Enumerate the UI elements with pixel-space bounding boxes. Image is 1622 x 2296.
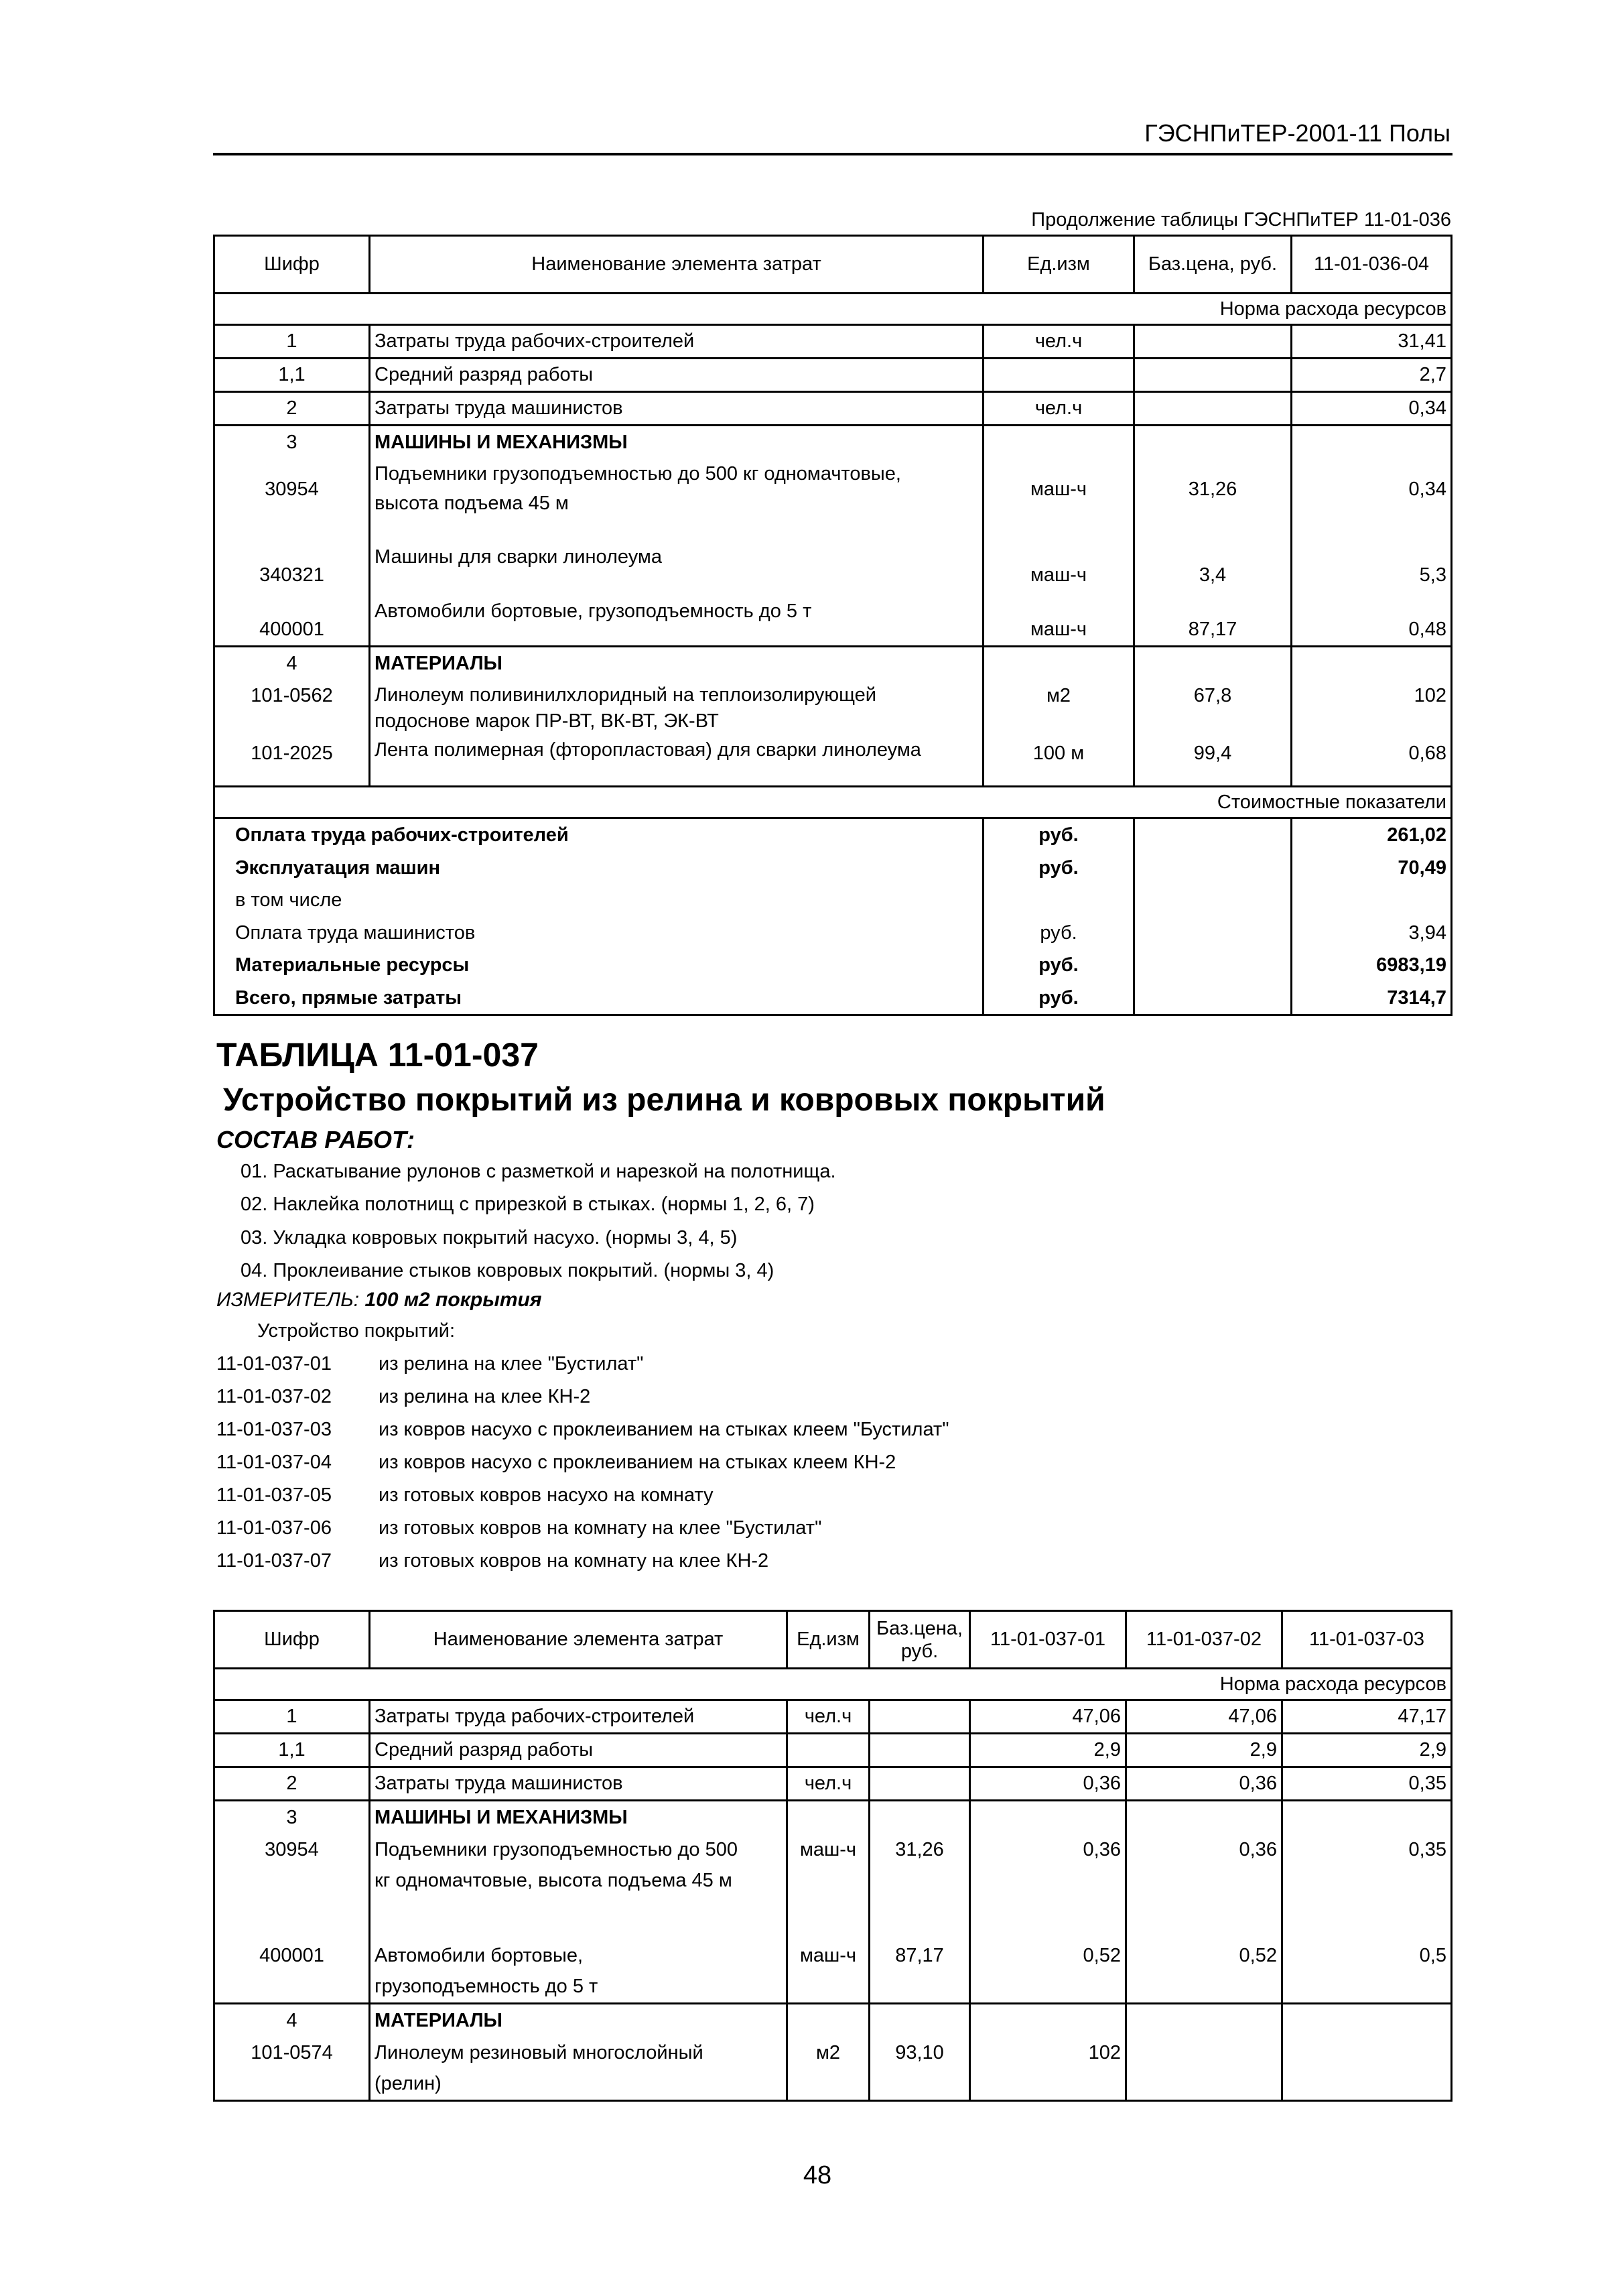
row-name: Подъемники грузоподъемностью до 500 (375, 1839, 738, 1860)
cell-name (370, 426, 984, 647)
cell-unit: чел.ч (984, 392, 1134, 426)
cell-price (1134, 325, 1292, 359)
table-group-machines (214, 1801, 1452, 2004)
cell-price (1134, 392, 1292, 426)
cell-unit (984, 647, 1134, 787)
cost-unit: руб. (1038, 954, 1079, 976)
row-name: Лента полимерная (фторопластовая) для сварки линолеума (375, 739, 921, 761)
cell-name (370, 2004, 787, 2101)
row-unit: м2 (1046, 685, 1071, 706)
cost-values (1292, 818, 1452, 1015)
cost-label: в том числе (235, 889, 342, 911)
cell-code (214, 426, 370, 647)
col-header-unit: Ед.изм (984, 236, 1134, 294)
cost-labels (214, 818, 984, 1015)
norm-code: 11-01-037-07 (216, 1550, 332, 1572)
cell-price (870, 1700, 970, 1734)
row-value: 0,35 (1408, 1839, 1446, 1860)
cell-value (1126, 1801, 1282, 2004)
group-code: 3 (286, 1807, 297, 1828)
group-label: МАШИНЫ И МЕХАНИЗМЫ (375, 1807, 628, 1828)
col-header-code: Шифр (214, 236, 370, 294)
table-title: ТАБЛИЦА 11-01-037 (216, 1036, 539, 1074)
page-number: 48 (803, 2161, 832, 2189)
table-subtitle: Устройство покрытий из релина и ковровых покрытий (223, 1082, 1105, 1118)
row-code: 30954 (265, 479, 319, 500)
group-label: МАТЕРИАЛЫ (375, 653, 502, 674)
work-composition-label: СОСТАВ РАБОТ: (216, 1126, 415, 1153)
cell-price (1134, 426, 1292, 647)
norm-desc: из ковров насухо с проклеиванием на стыках клеем КН-2 (379, 1452, 896, 1473)
row-unit: маш-ч (1030, 479, 1087, 500)
cost-unit: руб. (1038, 856, 1079, 879)
row-value: 102 (1414, 685, 1446, 706)
cost-unit: руб. (1040, 921, 1077, 944)
row-unit: маш-ч (1030, 564, 1087, 586)
cost-block (214, 818, 1452, 1015)
row-value: 0,68 (1408, 743, 1446, 764)
table-group-materials (214, 647, 1452, 787)
row-unit: 100 м (1032, 743, 1085, 764)
row-name: Линолеум поливинилхлоридный на теплоизолирующей (375, 684, 876, 706)
cost-value: 70,49 (1398, 856, 1446, 879)
measurement-unit (216, 1289, 542, 1312)
resource-table-037 (213, 1610, 1452, 2102)
cell-name: Затраты труда машинистов (370, 392, 984, 426)
row-name: Автомобили бортовые, грузоподъемность до 5 т (375, 600, 812, 622)
row-price: 99,4 (1193, 743, 1232, 764)
table-row (214, 359, 1452, 392)
row-unit: маш-ч (1030, 619, 1087, 640)
norm-code: 11-01-037-01 (216, 1353, 332, 1375)
table-row (214, 325, 1452, 359)
row-code: 101-0562 (251, 685, 333, 706)
row-name: высота подъема 45 м (375, 493, 569, 514)
group-code: 3 (286, 432, 297, 453)
cell-code: 1 (214, 1700, 370, 1734)
row-value: 102 (1088, 2042, 1121, 2063)
cell-code (214, 1801, 370, 2004)
work-step: 04. Проклеивание стыков ковровых покрытий. (нормы 3, 4) (241, 1260, 774, 1281)
cost-header-row (214, 787, 1452, 818)
cell-name (370, 647, 984, 787)
cell-name: Затраты труда рабочих-строителей (370, 325, 984, 359)
row-code: 340321 (259, 564, 324, 586)
row-name: грузоподъемность до 5 т (375, 1976, 598, 1997)
work-step: 01. Раскатывание рулонов с разметкой и нарезкой на полотнища. (241, 1161, 836, 1182)
table-continuation-caption: Продолжение таблицы ГЭСНПиТЕР 11-01-036 (1031, 209, 1451, 231)
cell-price (1134, 359, 1292, 392)
row-code: 101-2025 (251, 743, 333, 764)
resource-table-036 (213, 235, 1452, 1016)
work-step: 02. Наклейка полотнищ с прирезкой в стыках. (нормы 1, 2, 6, 7) (241, 1194, 815, 1215)
work-step: 03. Укладка ковровых покрытий насухо. (нормы 3, 4, 5) (241, 1227, 738, 1249)
cell-code: 2 (214, 1767, 370, 1801)
cost-units (984, 818, 1134, 1015)
col-header-code: Шифр (214, 1611, 370, 1669)
row-price: 31,26 (1188, 479, 1237, 500)
cell-value: 2,9 (1282, 1734, 1452, 1767)
cost-value: 261,02 (1387, 824, 1446, 846)
col-header-price (870, 1611, 970, 1669)
cell-value: 2,7 (1292, 359, 1452, 392)
cell-code: 1,1 (214, 359, 370, 392)
cell-code: 2 (214, 392, 370, 426)
row-price: 67,8 (1193, 685, 1232, 706)
cost-label: Эксплуатация машин (235, 856, 441, 879)
row-code: 400001 (259, 1945, 324, 1966)
row-price: 87,17 (895, 1945, 944, 1966)
row-price: 87,17 (1188, 619, 1237, 640)
cell-unit (787, 2004, 870, 2101)
price-header-line: руб. (900, 1640, 939, 1662)
table-row (214, 1700, 1452, 1734)
cell-unit: чел.ч (984, 325, 1134, 359)
cost-value: 7314,7 (1387, 986, 1446, 1009)
row-price: 3,4 (1199, 564, 1227, 586)
norm-code: 11-01-037-05 (216, 1484, 332, 1506)
cost-label: Материальные ресурсы (235, 954, 470, 976)
col-header-norm: 11-01-037-01 (970, 1611, 1126, 1669)
cell-code: 1,1 (214, 1734, 370, 1767)
cell-price (1134, 647, 1292, 787)
cell-code: 1 (214, 325, 370, 359)
cell-value (970, 2004, 1126, 2101)
norm-code: 11-01-037-03 (216, 1419, 332, 1440)
row-code: 400001 (259, 619, 324, 640)
cell-value (1282, 1801, 1452, 2004)
norm-desc: из релина на клее КН-2 (379, 1386, 591, 1407)
norm-code: 11-01-037-02 (216, 1386, 332, 1407)
cell-value: 2,9 (1126, 1734, 1282, 1767)
row-value: 0,34 (1408, 479, 1446, 500)
cell-code (214, 647, 370, 787)
row-unit: м2 (815, 2042, 841, 2063)
cell-value: 31,41 (1292, 325, 1452, 359)
cost-unit: руб. (1038, 986, 1079, 1009)
cell-unit (787, 1734, 870, 1767)
price-header-line: Баз.цена, (876, 1617, 963, 1639)
row-name: кг одномачтовые, высота подъема 45 м (375, 1870, 732, 1891)
row-value: 0,5 (1419, 1945, 1446, 1966)
cost-label: Оплата труда машинистов (235, 921, 476, 944)
cost-value: 6983,19 (1376, 954, 1446, 976)
cell-name (370, 1801, 787, 2004)
group-code: 4 (286, 2010, 297, 2031)
norm-desc: из ковров насухо с проклеиванием на стыках клеем "Бустилат" (379, 1419, 949, 1440)
norm-desc: из релина на клее "Бустилат" (379, 1353, 644, 1375)
col-header-name: Наименование элемента затрат (370, 236, 984, 294)
cell-value (1292, 647, 1452, 787)
cell-price (870, 2004, 970, 2101)
cell-value (1292, 426, 1452, 647)
group-code: 4 (286, 653, 297, 674)
row-value: 0,52 (1239, 1945, 1277, 1966)
table-header-row (214, 1611, 1452, 1669)
cost-header: Стоимостные показатели (214, 787, 1452, 818)
norm-header-row (214, 1669, 1452, 1700)
col-header-name: Наименование элемента затрат (370, 1611, 787, 1669)
row-name: (релин) (375, 2073, 442, 2094)
meter-label: ИЗМЕРИТЕЛЬ: (216, 1289, 360, 1311)
cell-name: Средний разряд работы (370, 1734, 787, 1767)
norm-desc: из готовых ковров на комнату на клее КН-2 (379, 1550, 769, 1572)
row-value: 0,52 (1083, 1945, 1121, 1966)
cell-value (1126, 2004, 1282, 2101)
table-row (214, 1734, 1452, 1767)
cost-value: 3,94 (1408, 921, 1446, 944)
cell-value: 2,9 (970, 1734, 1126, 1767)
row-unit: маш-ч (799, 1839, 857, 1860)
col-header-norm: 11-01-037-03 (1282, 1611, 1452, 1669)
cell-value: 0,36 (1126, 1767, 1282, 1801)
cell-price (870, 1767, 970, 1801)
cover-heading: Устройство покрытий: (257, 1320, 455, 1342)
row-value: 0,48 (1408, 619, 1446, 640)
row-value: 0,36 (1239, 1839, 1277, 1860)
cell-value: 0,36 (970, 1767, 1126, 1801)
group-label: МАТЕРИАЛЫ (375, 2010, 502, 2031)
cell-price (870, 1734, 970, 1767)
meter-value: 100 м2 покрытия (364, 1289, 542, 1311)
cell-value: 0,35 (1282, 1767, 1452, 1801)
cell-code (214, 2004, 370, 2101)
row-name: Автомобили бортовые, (375, 1945, 583, 1966)
cell-unit (984, 359, 1134, 392)
cost-label: Всего, прямые затраты (235, 986, 462, 1009)
cell-unit: чел.ч (787, 1767, 870, 1801)
table-row (214, 392, 1452, 426)
running-header: ГЭСНПиТЕР-2001-11 Полы (1144, 119, 1450, 147)
row-code: 101-0574 (251, 2042, 333, 2063)
norm-header: Норма расхода ресурсов (214, 294, 1452, 325)
norm-code: 11-01-037-06 (216, 1517, 332, 1539)
col-header-unit: Ед.изм (787, 1611, 870, 1669)
cell-name: Средний разряд работы (370, 359, 984, 392)
cell-value: 47,17 (1282, 1700, 1452, 1734)
cell-unit: чел.ч (787, 1700, 870, 1734)
col-header-price: Баз.цена, руб. (1134, 236, 1292, 294)
group-label: МАШИНЫ И МЕХАНИЗМЫ (375, 432, 628, 453)
row-price: 31,26 (895, 1839, 944, 1860)
row-name: подосновe марок ПР-ВТ, ВК-ВТ, ЭК-ВТ (375, 710, 719, 732)
norm-code: 11-01-037-04 (216, 1452, 332, 1473)
cell-value: 47,06 (970, 1700, 1126, 1734)
cost-unit: руб. (1038, 824, 1079, 846)
norm-header: Норма расхода ресурсов (214, 1669, 1452, 1700)
col-header-norm: 11-01-036-04 (1292, 236, 1452, 294)
row-value: 5,3 (1419, 564, 1446, 586)
cell-value: 0,34 (1292, 392, 1452, 426)
row-name: Линолеум резиновый многослойный (375, 2042, 703, 2063)
row-price: 93,10 (895, 2042, 944, 2063)
cost-label: Оплата труда рабочих-строителей (235, 824, 569, 846)
row-code: 30954 (265, 1839, 319, 1860)
row-unit: маш-ч (799, 1945, 857, 1966)
row-value: 0,36 (1083, 1839, 1121, 1860)
row-name: Подъемники грузоподъемностью до 500 кг одномачтовые, (375, 463, 901, 485)
norm-desc: из готовых ковров на комнату на клее "Бустилат" (379, 1517, 822, 1539)
norm-header-row (214, 294, 1452, 325)
table-group-materials (214, 2004, 1452, 2101)
cell-value (1282, 2004, 1452, 2101)
table-group-machines (214, 426, 1452, 647)
cell-value: 47,06 (1126, 1700, 1282, 1734)
header-rule (213, 153, 1452, 155)
norm-desc: из готовых ковров насухо на комнату (379, 1484, 714, 1506)
table-header-row (214, 236, 1452, 294)
cell-name: Затраты труда рабочих-строителей (370, 1700, 787, 1734)
cell-unit (787, 1801, 870, 2004)
cell-value (970, 1801, 1126, 2004)
cell-unit (984, 426, 1134, 647)
cell-name: Затраты труда машинистов (370, 1767, 787, 1801)
row-name: Машины для сварки линолеума (375, 546, 662, 568)
col-header-norm: 11-01-037-02 (1126, 1611, 1282, 1669)
cost-empty (1134, 818, 1292, 1015)
cell-price (870, 1801, 970, 2004)
table-row (214, 1767, 1452, 1801)
